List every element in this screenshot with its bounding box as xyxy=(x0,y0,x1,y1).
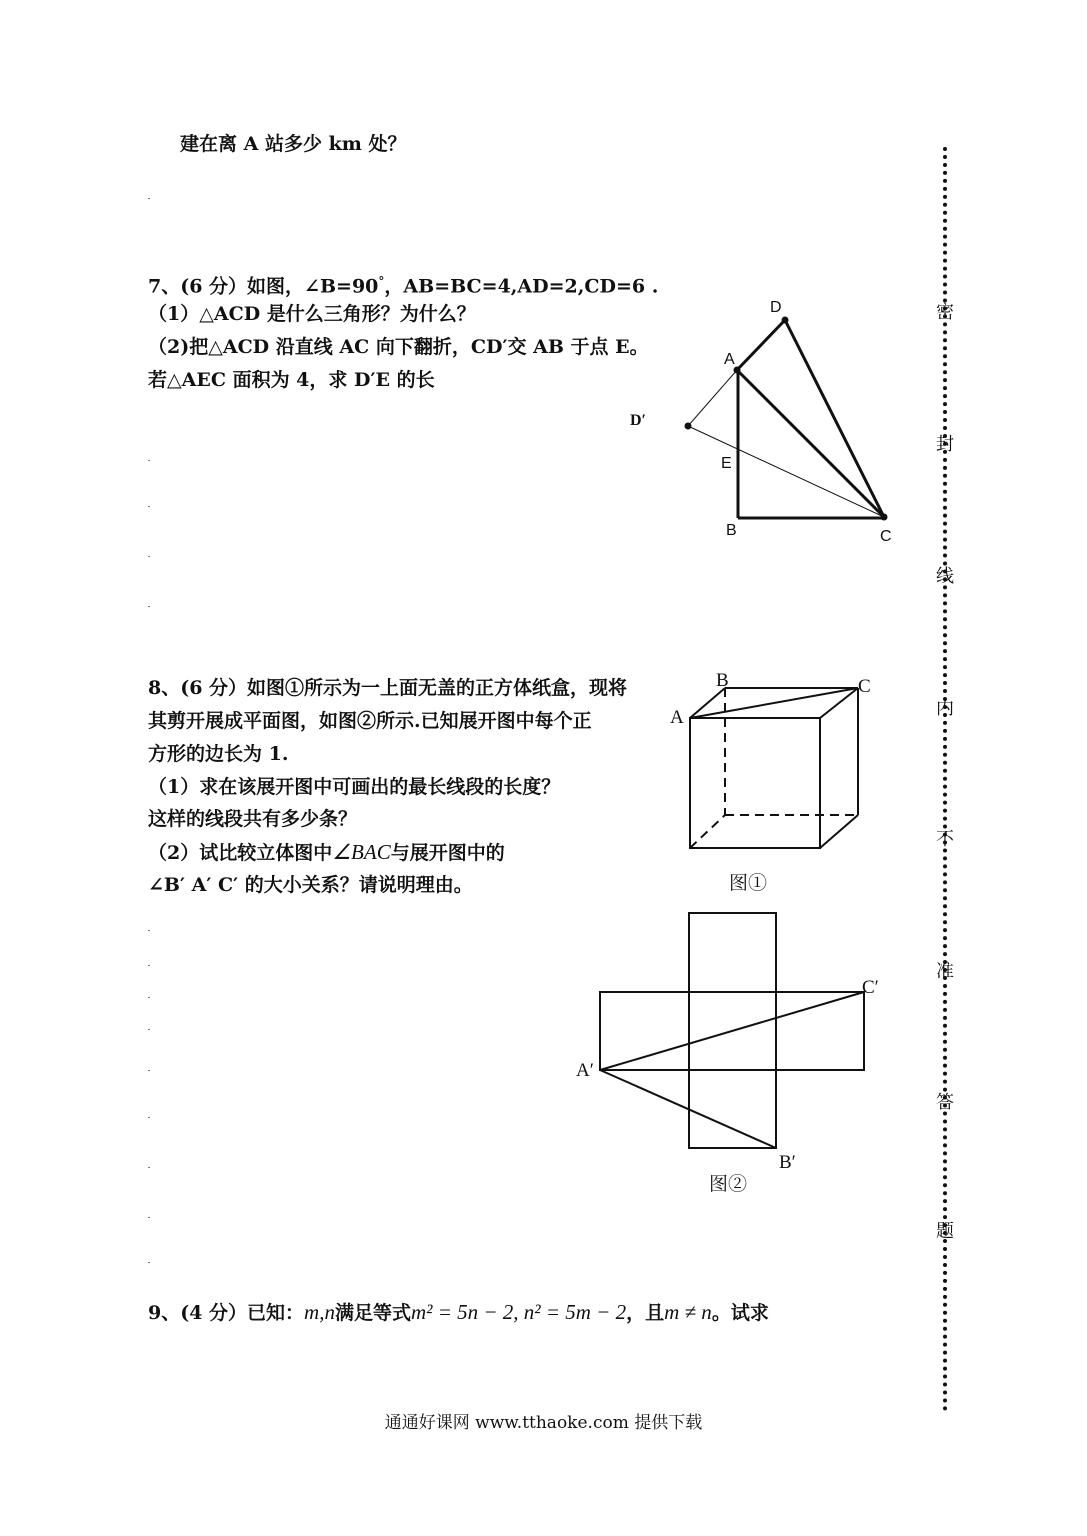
q8-line1: 8、(6 分）如图①所示为一上面无盖的正方体纸盒，现将 xyxy=(148,677,628,699)
q8-fig2-caption: 图② xyxy=(709,1174,748,1195)
q8-line2: 其剪开展成平面图，如图②所示.已知展开图中每个正 xyxy=(148,710,592,732)
q7-head-rest: ，AB=BC=4,AD=2,CD=6 . xyxy=(384,275,659,298)
q7-part3: 若△AEC 面积为 4，求 D′E 的长 xyxy=(148,369,435,391)
margin-speck xyxy=(148,930,150,931)
q9-and: ，且 xyxy=(626,1302,665,1324)
q7-figure xyxy=(600,290,920,550)
margin-speck xyxy=(148,1262,150,1263)
q8-fig1-label-c: C xyxy=(858,676,871,697)
q9-mid: 满足等式 xyxy=(334,1302,411,1324)
q8-angle-bac: ∠BAC xyxy=(332,840,391,864)
q8-fig2-label-bprime: B′ xyxy=(779,1152,796,1173)
q9-vars: m,n xyxy=(304,1300,335,1324)
margin-speck xyxy=(148,556,150,557)
margin-speck xyxy=(148,606,150,607)
margin-speck xyxy=(148,1217,150,1218)
seal-char-7: 答 xyxy=(936,1092,954,1113)
margin-speck xyxy=(148,460,150,461)
q7-part1: （1）△ACD 是什么三角形？为什么？ xyxy=(148,303,476,325)
q8-fig2-label-cprime: C′ xyxy=(862,977,879,998)
q7-label-a: A xyxy=(724,351,735,368)
q8-line3: 方形的边长为 1. xyxy=(148,743,289,765)
q6-tail-text: 建在离 A 站多少 km 处？ xyxy=(180,133,407,155)
q7-part2: （2)把△ACD 沿直线 AC 向下翻折，CD′交 AB 于点 E。 xyxy=(148,336,649,358)
seal-char-3: 线 xyxy=(936,566,954,587)
q9-equation: m² = 5n − 2, n² = 5m − 2 xyxy=(410,1300,627,1324)
q9-pre: 9、(4 分）已知： xyxy=(148,1302,305,1324)
q8-fig1-label-b: B xyxy=(716,670,729,691)
q7-label-dprime: D′ xyxy=(630,412,647,429)
q8-figure2-net xyxy=(570,905,900,1205)
q9-post: 。试求 xyxy=(711,1302,769,1324)
q7-label-b: B xyxy=(726,522,737,539)
q8-line6-post: 与展开图中的 xyxy=(390,842,505,864)
q7-head: 7、(6 分）如图，∠B=90 xyxy=(148,275,379,298)
margin-speck xyxy=(148,997,150,998)
seal-char-1: 密 xyxy=(936,302,954,323)
seal-char-2: 封 xyxy=(936,434,954,455)
q8-line6 xyxy=(148,840,505,865)
q8-fig1-label-a: A xyxy=(670,707,684,728)
q8-figure1-cube xyxy=(660,660,900,900)
seal-char-8: 题 xyxy=(936,1221,954,1242)
margin-speck xyxy=(148,1117,150,1118)
seal-char-4: 内 xyxy=(936,698,954,719)
q7-label-d: D xyxy=(770,299,782,316)
margin-speck xyxy=(148,198,150,199)
margin-speck xyxy=(148,1029,150,1030)
q8-line6-pre: （2）试比较立体图中 xyxy=(148,842,333,864)
q8-fig2-label-aprime: A′ xyxy=(576,1060,594,1081)
q9-line xyxy=(148,1300,769,1325)
margin-speck xyxy=(148,506,150,507)
q7-degree: ° xyxy=(378,274,385,288)
q9-neq: m ≠ n xyxy=(664,1300,712,1324)
seal-char-6: 准 xyxy=(936,961,954,982)
footer-source: 通通好课网 www.tthaoke.com 提供下载 xyxy=(384,1413,703,1433)
q7-label-e: E xyxy=(721,455,732,472)
margin-speck xyxy=(148,1070,150,1071)
margin-speck xyxy=(148,965,150,966)
q8-line5: 这样的线段共有多少条？ xyxy=(148,808,358,830)
q8-line7: ∠B′ A′ C′ 的大小关系？请说明理由。 xyxy=(148,874,473,896)
q8-line4: （1）求在该展开图中可画出的最长线段的长度？ xyxy=(148,776,561,798)
q7-label-c: C xyxy=(880,528,892,545)
q7-heading xyxy=(148,269,658,298)
q8-fig1-caption: 图① xyxy=(729,873,768,894)
seal-char-5: 不 xyxy=(936,829,954,850)
margin-speck xyxy=(148,1167,150,1168)
